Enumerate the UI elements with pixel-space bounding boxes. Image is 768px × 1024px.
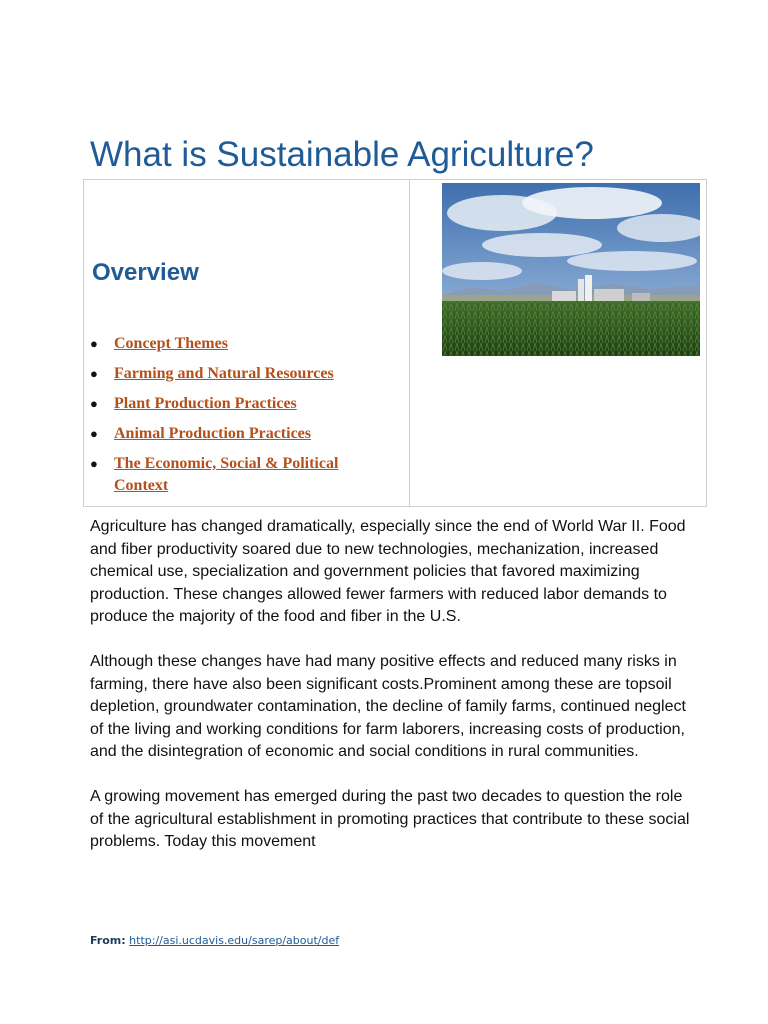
link-concept-themes[interactable]: Concept Themes bbox=[114, 335, 228, 352]
list-item bbox=[84, 453, 384, 497]
bullet-icon: ● bbox=[90, 426, 98, 441]
overview-table bbox=[83, 179, 707, 507]
paragraph: Agriculture has changed dramatically, especially since the end of World War II. Food and fiber productivity soared due to new technologies, mechanization, increased chemical use, specialization and government policies that favored maximizing production. These changes allowed fewer farmers with reduced labor demands to produce the majority of the food and fiber in the U.S. bbox=[90, 518, 686, 626]
source-link[interactable]: http://asi.ucdavis.edu/sarep/about/def bbox=[129, 934, 340, 947]
bullet-icon: ● bbox=[90, 396, 98, 411]
table-cell-divider bbox=[409, 180, 410, 506]
bullet-icon: ● bbox=[90, 456, 98, 471]
paragraph: Although these changes have had many positive effects and reduced many risks in farming, there have also been significant costs.Prominent among these are topsoil depletion, groundwater contamination, the decline of family farms, continued neglect of the living and working conditions for farm laborers, increasing costs of production, and the disintegration of economic and social conditions in rural communities. bbox=[90, 652, 686, 761]
source-citation bbox=[90, 933, 339, 949]
paragraph: A growing movement has emerged during the past two decades to question the role of the agricultural establishment in promoting practices that contribute to these social problems. Today this movement bbox=[90, 787, 690, 851]
bullet-icon: ● bbox=[90, 366, 98, 381]
list-item bbox=[84, 393, 384, 415]
page-title: What is Sustainable Agriculture? bbox=[90, 135, 594, 174]
bullet-icon: ● bbox=[90, 336, 98, 351]
list-item bbox=[84, 423, 384, 445]
list-item bbox=[84, 363, 384, 385]
source-label: From: bbox=[90, 934, 126, 947]
list-item bbox=[84, 333, 384, 355]
link-animal-production-practices[interactable]: Animal Production Practices bbox=[114, 425, 312, 442]
link-farming-natural-resources[interactable]: Farming and Natural Resources bbox=[114, 365, 334, 382]
link-plant-production-practices[interactable]: Plant Production Practices bbox=[114, 395, 297, 412]
overview-link-list bbox=[84, 333, 384, 505]
farm-field-photo-icon bbox=[442, 183, 700, 356]
article-body bbox=[90, 516, 690, 876]
farm-field-photo-graphic bbox=[442, 183, 700, 356]
overview-heading: Overview bbox=[92, 259, 199, 286]
link-economic-social-political-context[interactable]: The Economic, Social & Political Context bbox=[114, 455, 339, 494]
